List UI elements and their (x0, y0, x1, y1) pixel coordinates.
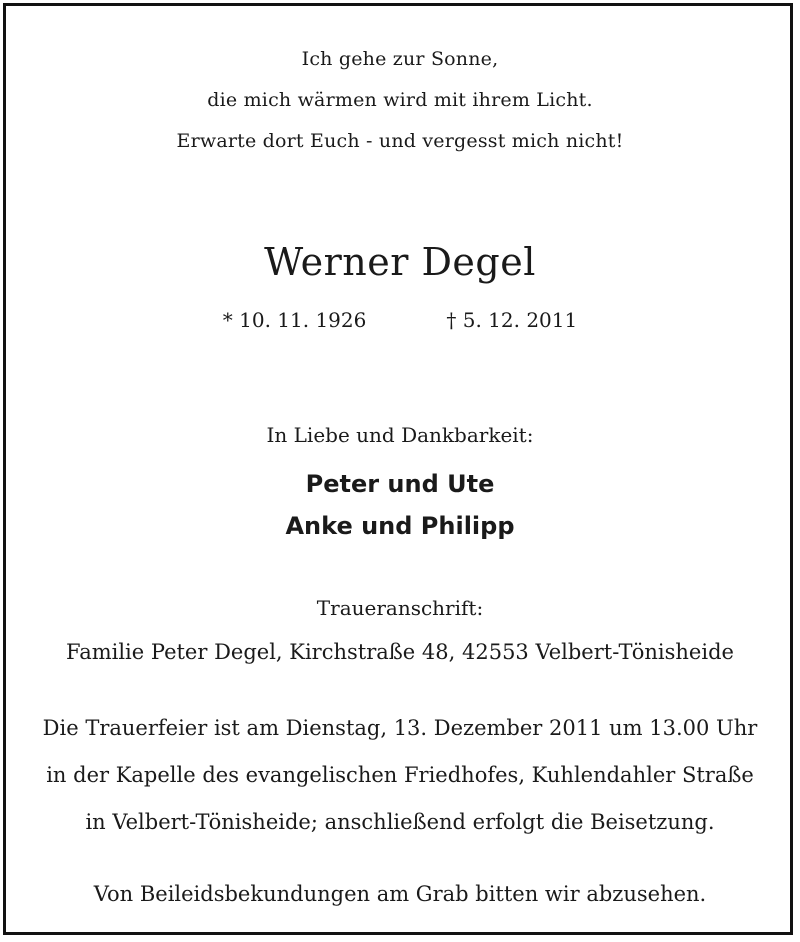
condolence-note: Von Beileidsbekundungen am Grab bitten wir abzusehen. (93, 882, 707, 906)
address-value: Familie Peter Degel, Kirchstraße 48, 42553 Velbert-Tönisheide (66, 640, 734, 664)
ceremony-line-2: in der Kapelle des evangelischen Friedhofes, Kuhlendahler Straße (46, 763, 754, 787)
life-dates (0, 308, 800, 332)
poem-line-2: die mich wärmen wird mit ihrem Licht. (207, 89, 593, 111)
mourners-line-2: Anke und Philipp (285, 512, 515, 540)
poem-line-3: Erwarte dort Euch - und vergesst mich nicht! (176, 130, 624, 152)
poem-line-1: Ich gehe zur Sonne, (301, 48, 499, 70)
address-label: Traueranschrift: (316, 596, 484, 620)
ceremony-line-1: Die Trauerfeier ist am Dienstag, 13. Dezember 2011 um 13.00 Uhr (42, 716, 758, 740)
mourners-intro: In Liebe und Dankbarkeit: (266, 423, 534, 447)
mourners-line-1: Peter und Ute (305, 470, 495, 498)
birth-date: * 10. 11. 1926 (222, 308, 367, 332)
death-date: † 5. 12. 2011 (446, 308, 578, 332)
deceased-name: Werner Degel (264, 240, 536, 284)
ceremony-line-3: in Velbert-Tönisheide; anschließend erfolgt die Beisetzung. (85, 810, 715, 834)
